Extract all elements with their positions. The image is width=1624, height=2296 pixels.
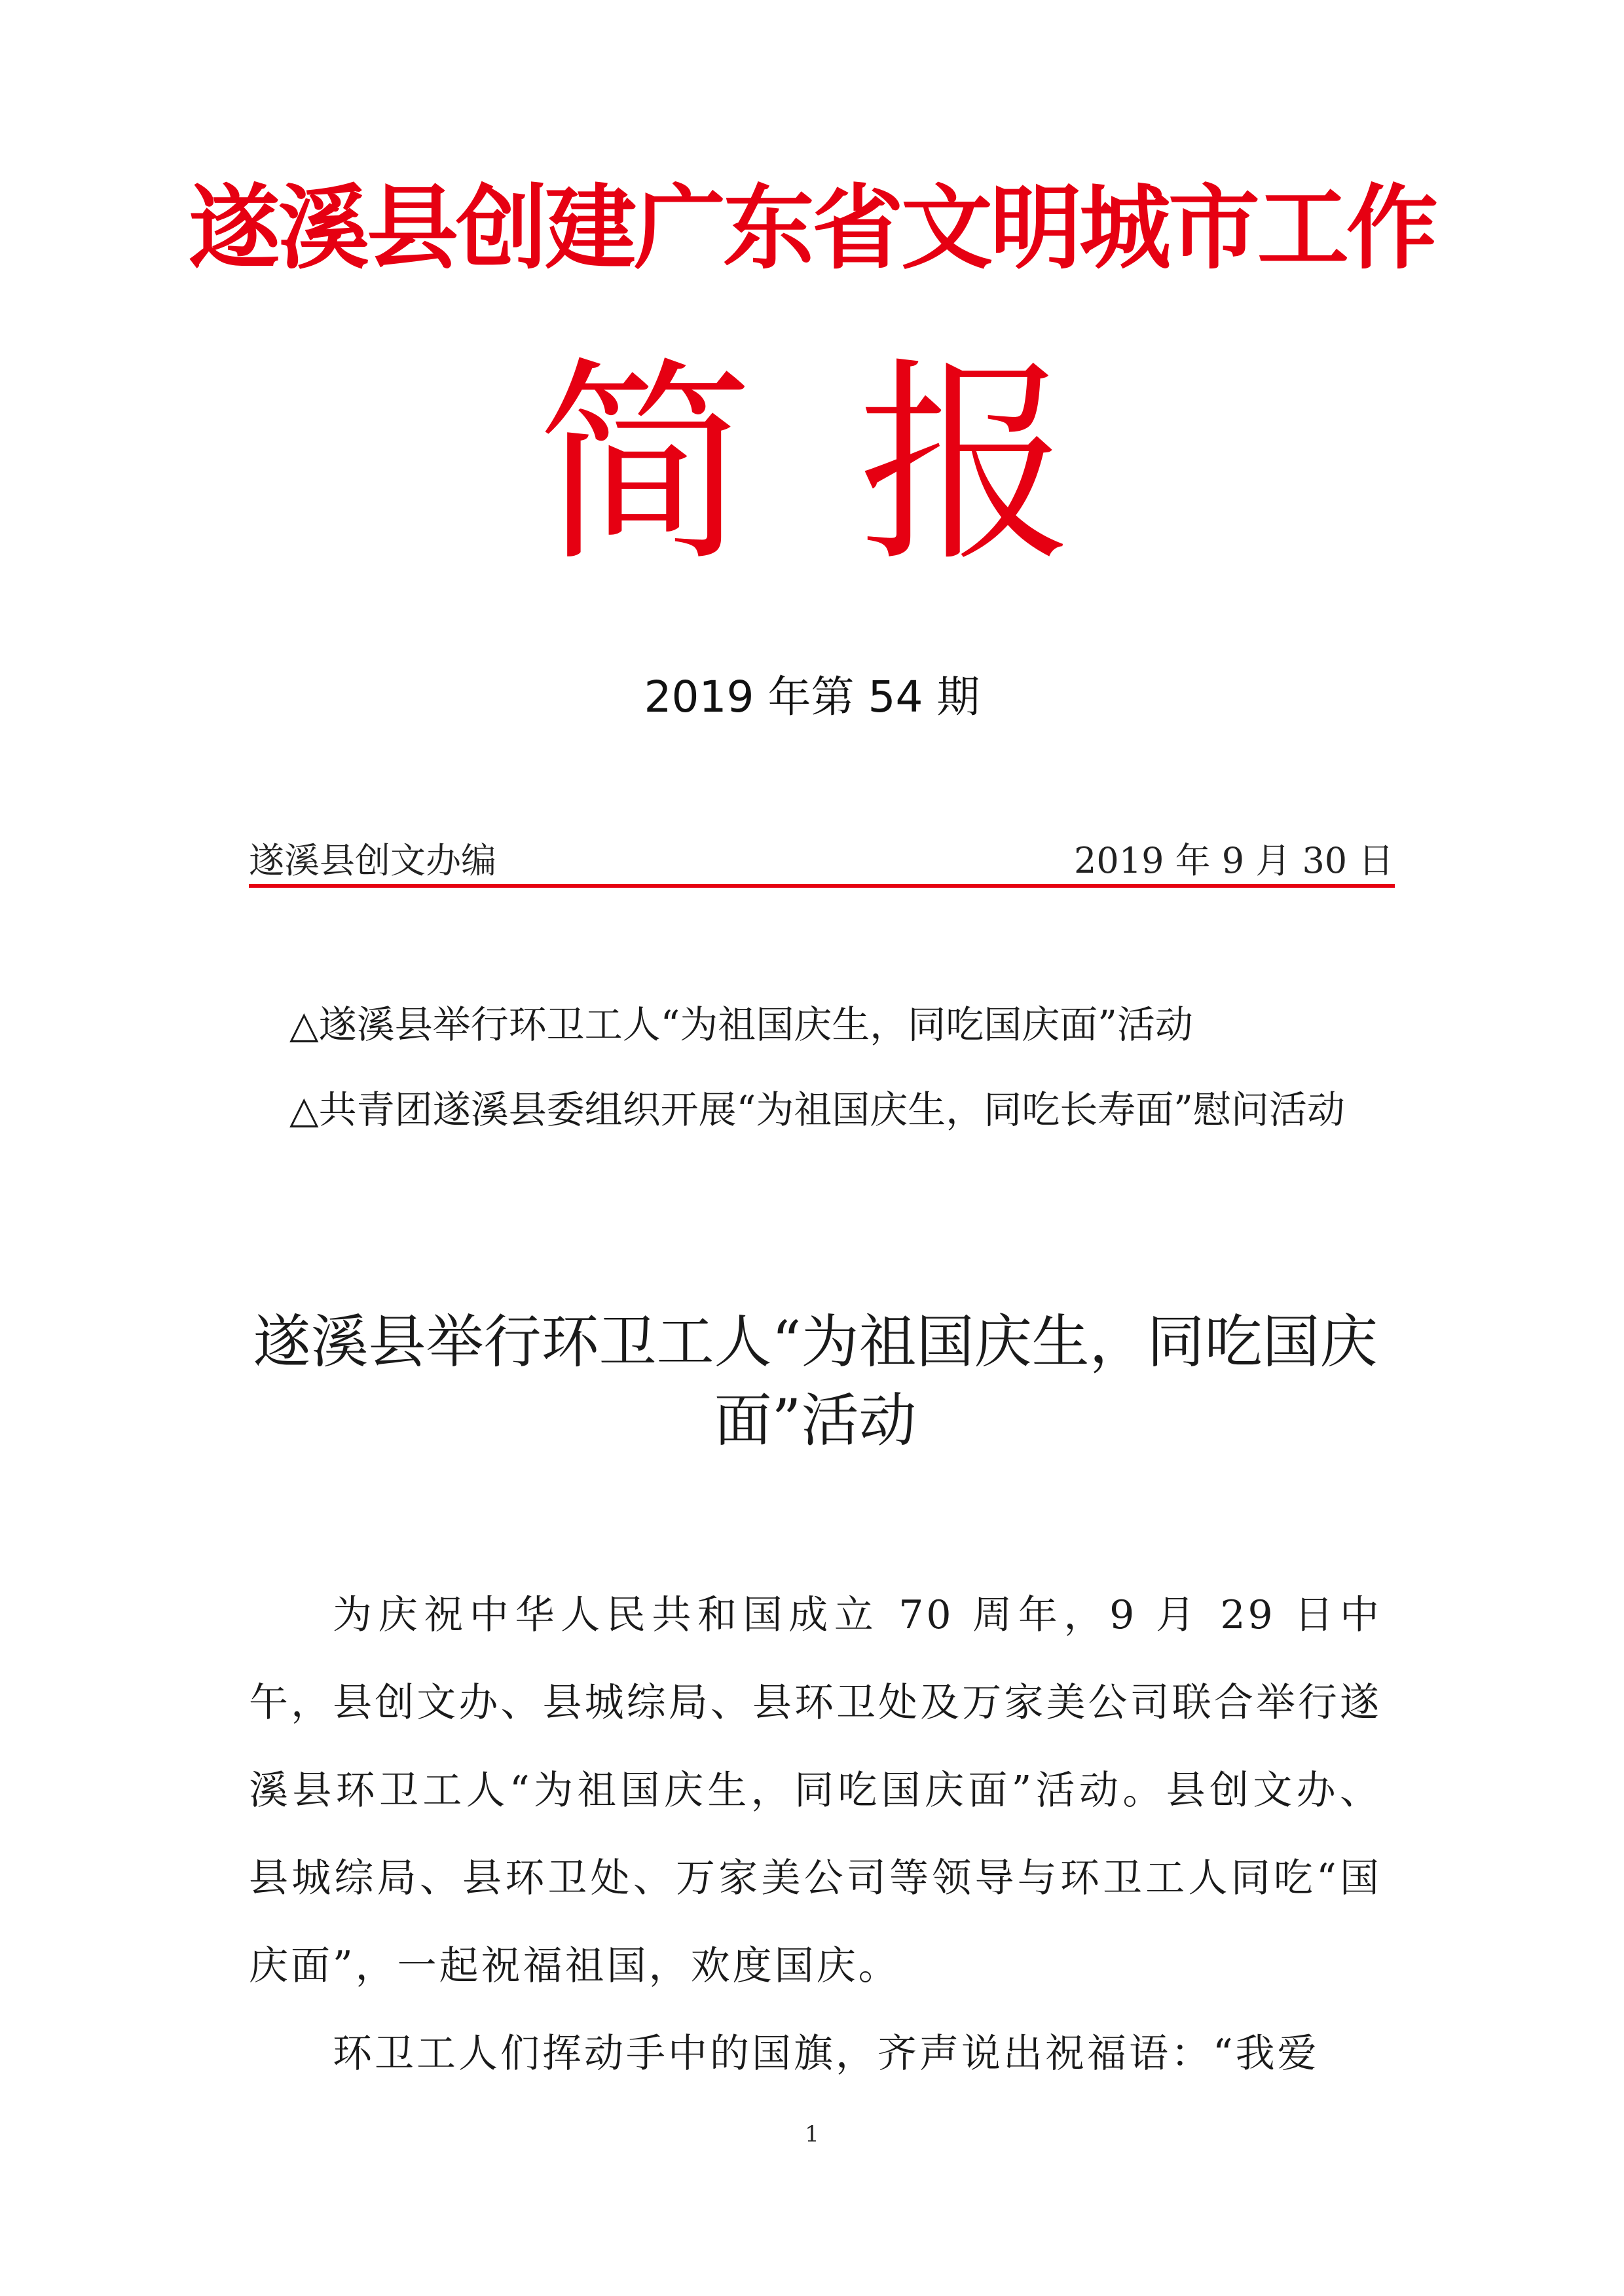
- article-body: [249, 1571, 1382, 2098]
- page-number: 1: [805, 2121, 819, 2147]
- masthead-char-jian: 简: [537, 339, 753, 591]
- article-paragraph: 环卫工人们挥动手中的国旗，齐声说出祝福语：“我爱: [333, 2031, 1320, 2077]
- masthead-title: 遂溪县创建广东省文明城市工作: [188, 175, 1435, 282]
- toc-item[interactable]: △共青团遂溪县委组织开展“为祖国庆生，同吃长寿面”慰问活动: [289, 1087, 1345, 1132]
- issue-number: 2019 年第 54 期: [644, 672, 980, 722]
- publish-date: 2019 年 9 月 30 日: [1074, 840, 1394, 881]
- editor-line: 遂溪县创文办编: [249, 840, 496, 881]
- table-of-contents: [249, 982, 1382, 1152]
- masthead-char-bao: 报: [858, 339, 1074, 591]
- header-divider: [249, 884, 1395, 888]
- article-title: 遂溪县举行环卫工人“为祖国庆生，同吃国庆面”活动: [253, 1308, 1378, 1454]
- masthead-big-title: [0, 339, 1624, 591]
- toc-item[interactable]: △遂溪县举行环卫工人“为祖国庆生，同吃国庆面”活动: [289, 1002, 1193, 1047]
- article-paragraph: 为庆祝中华人民共和国成立 70 周年，9 月 29 日中午，县创文办、县城综局、县环卫处及万家美公司联合举行遂溪县环卫工人“为祖国庆生，同吃国庆面”活动。县创文办、县城综局、县环卫处、万家美公司等领导与环卫工人同吃“国庆面”，一起祝福祖国，欢度国庆。: [249, 1592, 1382, 1989]
